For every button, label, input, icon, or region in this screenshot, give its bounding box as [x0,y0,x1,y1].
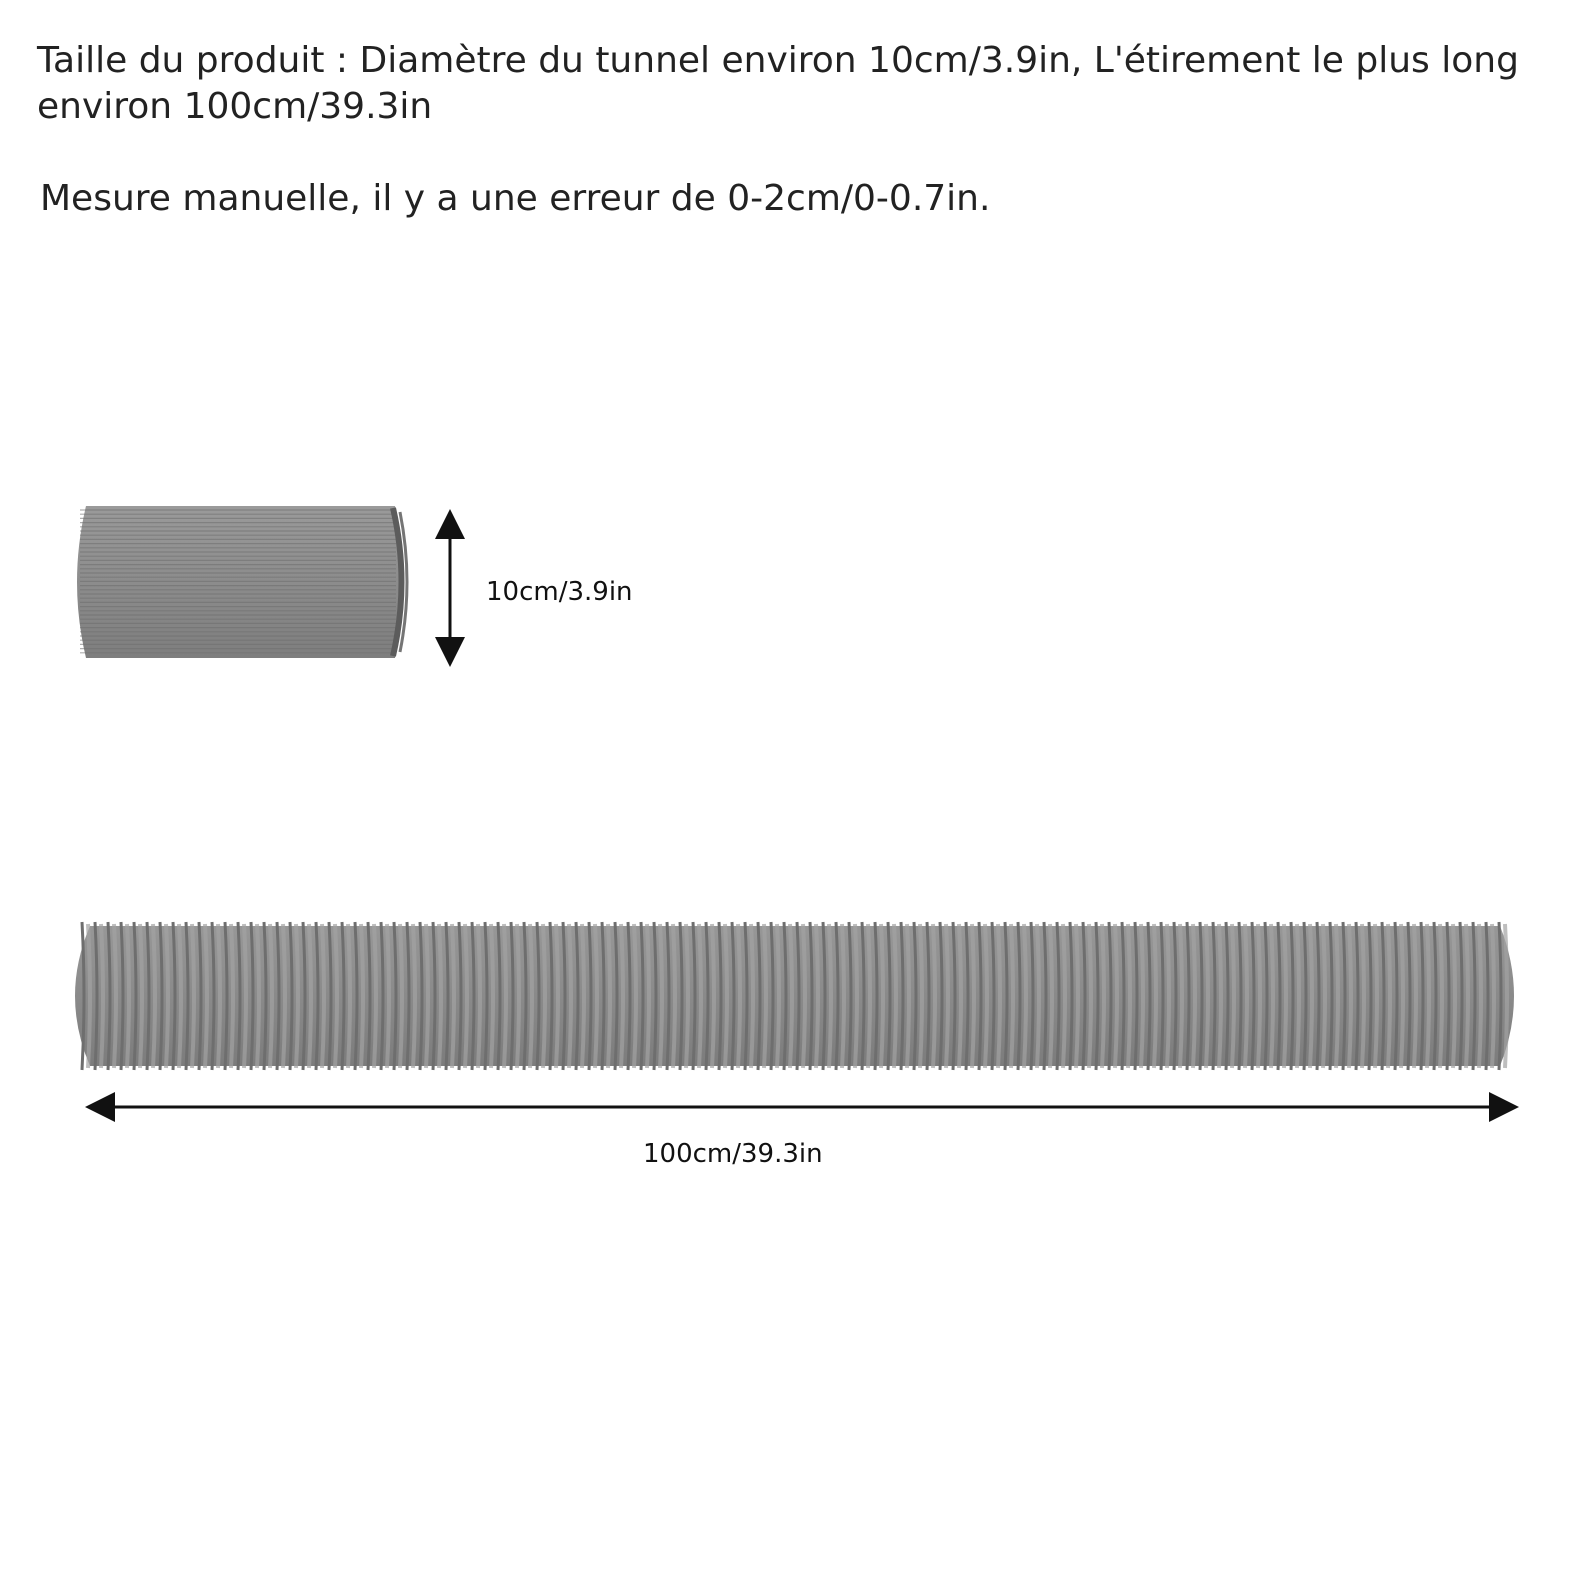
measurement-note: Mesure manuelle, il y a une erreur de 0-2cm/0-0.7in. [40,178,991,219]
compressed-hose-icon [77,506,407,658]
diameter-label: 10cm/3.9in [486,577,633,607]
product-size-text: Taille du produit : Diamètre du tunnel environ 10cm/3.9in, L'étirement le plus long environ 100cm/39.3in [37,40,1519,127]
length-label: 100cm/39.3in [643,1139,823,1169]
extended-hose-icon [75,922,1514,1070]
